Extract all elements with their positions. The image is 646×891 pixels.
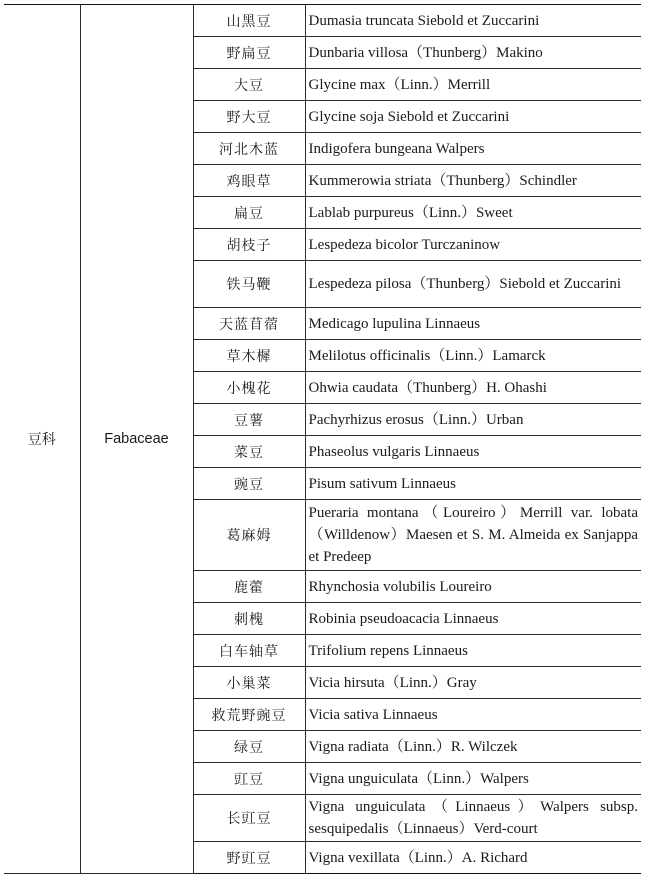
species-chinese-name: 野扁豆 <box>193 37 305 69</box>
species-chinese-name: 河北木蓝 <box>193 133 305 165</box>
species-latin-name: Rhynchosia volubilis Loureiro <box>305 571 641 603</box>
species-chinese-name: 刺槐 <box>193 603 305 635</box>
species-latin-name: Melilotus officinalis（Linn.）Lamarck <box>305 340 641 372</box>
species-latin-name: Vicia sativa Linnaeus <box>305 699 641 731</box>
species-latin-name: Pueraria montana（Loureiro）Merrill var. lobata（Willdenow）Maesen et S. M. Almeida ex Sanjappa et Predeep <box>305 500 641 571</box>
species-latin-name: Lespedeza pilosa（Thunberg）Siebold et Zuccarini <box>305 261 641 308</box>
species-latin-name: Dunbaria villosa（Thunberg）Makino <box>305 37 641 69</box>
species-latin-name: Vigna unguiculata（Linn.）Walpers <box>305 763 641 795</box>
species-chinese-name: 草木樨 <box>193 340 305 372</box>
species-table <box>4 4 641 874</box>
species-latin-name: Indigofera bungeana Walpers <box>305 133 641 165</box>
species-chinese-name: 菜豆 <box>193 436 305 468</box>
species-latin-name: Kummerowia striata（Thunberg）Schindler <box>305 165 641 197</box>
species-chinese-name: 天蓝苜蓿 <box>193 308 305 340</box>
species-chinese-name: 野豇豆 <box>193 842 305 874</box>
species-chinese-name: 葛麻姆 <box>193 500 305 571</box>
species-latin-name: Trifolium repens Linnaeus <box>305 635 641 667</box>
species-latin-name: Dumasia truncata Siebold et Zuccarini <box>305 5 641 37</box>
species-chinese-name: 铁马鞭 <box>193 261 305 308</box>
species-chinese-name: 鹿藿 <box>193 571 305 603</box>
species-chinese-name: 豆薯 <box>193 404 305 436</box>
species-latin-name: Vigna unguiculata（Linnaeus）Walpers subsp. sesquipedalis（Linnaeus）Verd-court <box>305 795 641 842</box>
species-chinese-name: 大豆 <box>193 69 305 101</box>
species-latin-name: Pisum sativum Linnaeus <box>305 468 641 500</box>
species-latin-name: Medicago lupulina Linnaeus <box>305 308 641 340</box>
species-chinese-name: 豇豆 <box>193 763 305 795</box>
species-table-body <box>4 5 641 874</box>
species-latin-name: Ohwia caudata（Thunberg）H. Ohashi <box>305 372 641 404</box>
species-chinese-name: 小槐花 <box>193 372 305 404</box>
species-chinese-name: 救荒野豌豆 <box>193 699 305 731</box>
species-latin-name: Vigna radiata（Linn.）R. Wilczek <box>305 731 641 763</box>
species-chinese-name: 胡枝子 <box>193 229 305 261</box>
species-chinese-name: 豌豆 <box>193 468 305 500</box>
species-chinese-name: 鸡眼草 <box>193 165 305 197</box>
family-chinese-name: 豆科 <box>4 5 80 874</box>
table-row <box>4 5 641 37</box>
family-latin-name: Fabaceae <box>80 5 193 874</box>
species-latin-name: Vigna vexillata（Linn.）A. Richard <box>305 842 641 874</box>
species-latin-name: Glycine max（Linn.）Merrill <box>305 69 641 101</box>
species-latin-name: Phaseolus vulgaris Linnaeus <box>305 436 641 468</box>
species-latin-name: Lespedeza bicolor Turczaninow <box>305 229 641 261</box>
species-chinese-name: 小巢菜 <box>193 667 305 699</box>
species-chinese-name: 扁豆 <box>193 197 305 229</box>
species-chinese-name: 山黑豆 <box>193 5 305 37</box>
species-latin-name: Robinia pseudoacacia Linnaeus <box>305 603 641 635</box>
species-chinese-name: 绿豆 <box>193 731 305 763</box>
species-chinese-name: 白车轴草 <box>193 635 305 667</box>
species-chinese-name: 野大豆 <box>193 101 305 133</box>
species-latin-name: Vicia hirsuta（Linn.）Gray <box>305 667 641 699</box>
species-latin-name: Pachyrhizus erosus（Linn.）Urban <box>305 404 641 436</box>
species-chinese-name: 长豇豆 <box>193 795 305 842</box>
species-latin-name: Lablab purpureus（Linn.）Sweet <box>305 197 641 229</box>
species-latin-name: Glycine soja Siebold et Zuccarini <box>305 101 641 133</box>
